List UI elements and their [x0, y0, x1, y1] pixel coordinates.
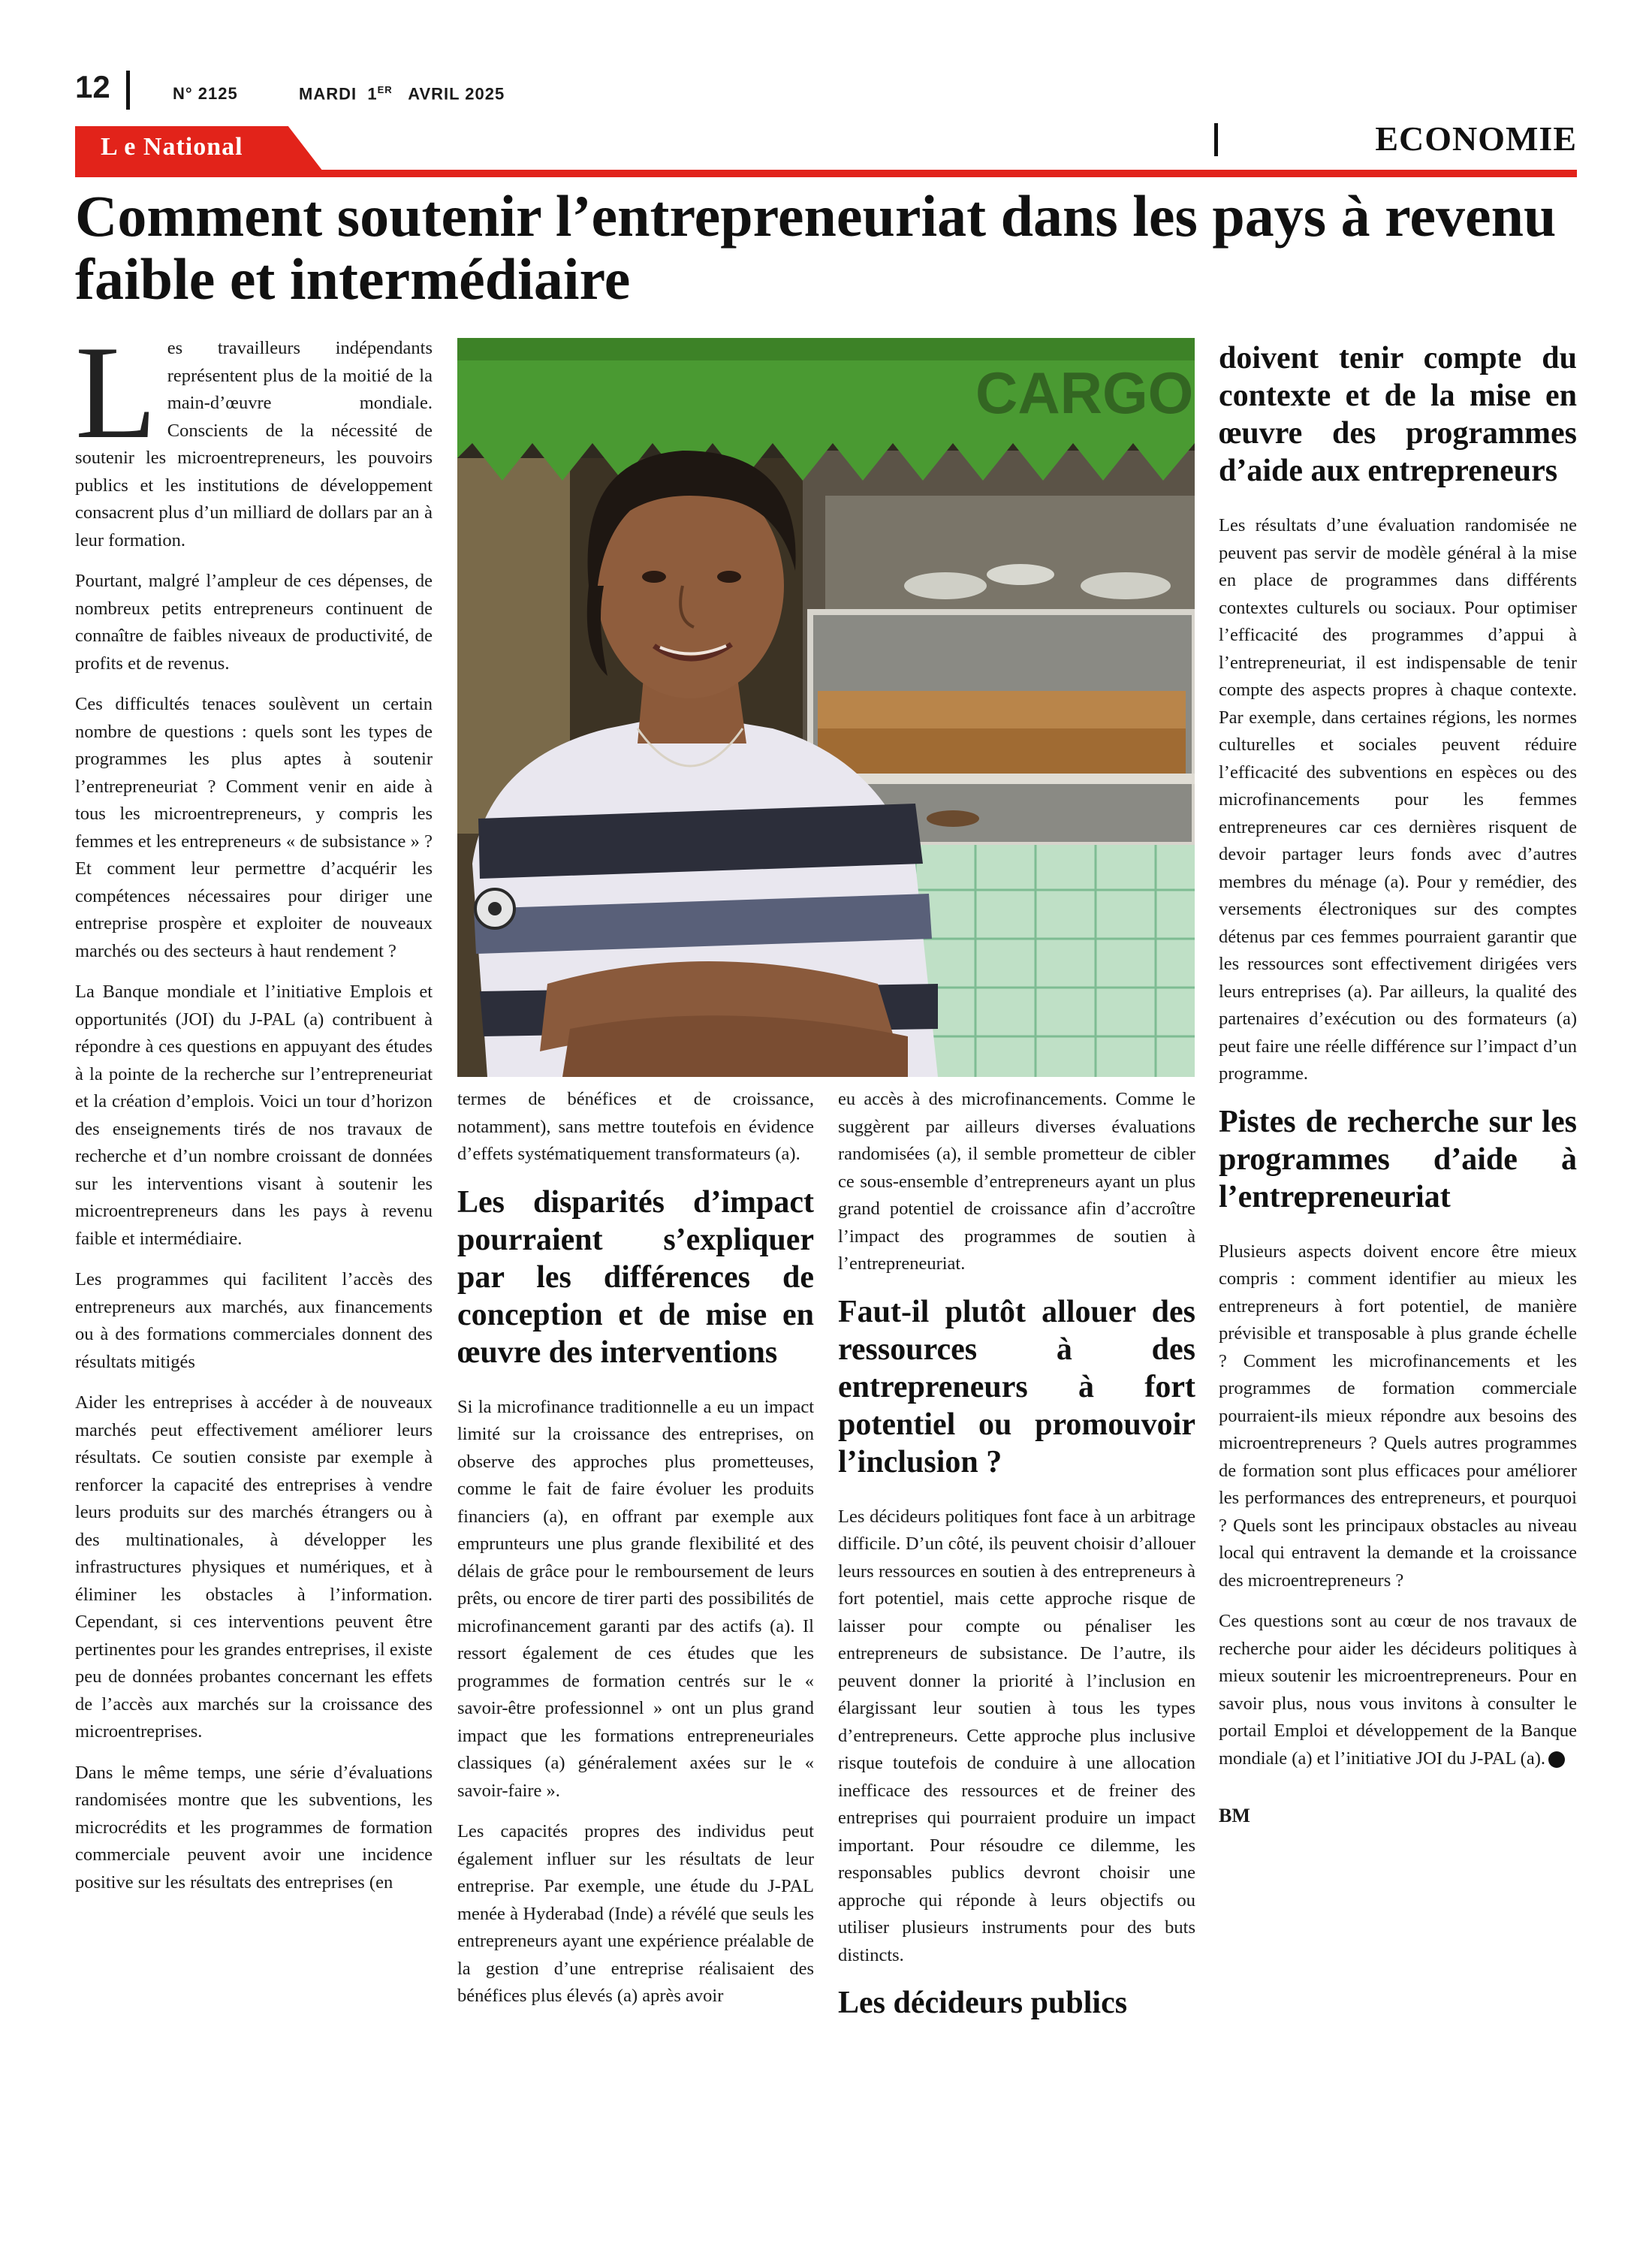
page-number-divider	[126, 71, 130, 110]
paragraph: Plusieurs aspects doivent encore être mieux compris : comment identifier au mieux les entrepreneurs à fort potentiel, de manière prévisible et transposable à plus grande échelle ? Comment les microfinancements et les programmes de formation commerciale pourraient-ils mieux répondre aux besoins des microentrepreneurs ? Quels autres programmes de formation sont plus efficaces pour améliorer les performances des entrepreneurs, et pourquoi ? Quels sont les principaux obstacles au niveau local qui entravent la demande et la croissance des microentrepreneurs ?	[1219, 1241, 1577, 1591]
paragraph: Pourtant, malgré l’ampleur de ces dépenses, de nombreux petits entrepreneurs continuent de connaître de faibles niveaux de productivité, de profits et de revenus.	[75, 571, 433, 674]
date-num: 1	[367, 84, 378, 104]
column-2	[457, 1086, 814, 2024]
intro-paragraph	[75, 318, 433, 554]
column-4	[1219, 339, 1577, 1830]
section-title: ECONOMIE	[1375, 119, 1577, 158]
drop-cap: L	[75, 318, 157, 466]
page-number: 12	[75, 69, 110, 104]
issue-date	[299, 84, 505, 104]
section-heading: doivent tenir compte du contexte et de la mise en œuvre des programmes d’aide aux entrepreneurs	[1219, 341, 1577, 488]
paragraph: termes de bénéfices et de croissance, notamment), sans mettre toutefois en évidence d’effets systématiquement transformateurs (a).	[457, 1089, 814, 1164]
header-rule	[75, 170, 1577, 177]
end-mark-icon	[1548, 1751, 1565, 1768]
section-heading: Les disparités d’impact pourraient s’expliquer par les différences de conception et de mise en œuvre des interventions	[457, 1184, 814, 1370]
paragraph: Ces difficultés tenaces soulèvent un certain nombre de questions : quels sont les types de programmes les plus aptes à soutenir l’entrepreneuriat ? Comment venir en aide à tous les microentrepreneurs, y compris les femmes et les entrepreneurs « de subsistance » ? Et comment leur permettre d’acquérir les compétences nécessaires pour diriger une entreprise prospère et exploiter de nouveaux marchés ou des secteurs à haut rendement ?	[75, 694, 433, 961]
paragraph: Les décideurs politiques font face à un arbitrage difficile. D’un côté, ils peuvent choisir d’allouer leurs ressources en soutien à des entrepreneurs à fort potentiel, mais cette approche risque de laisser pour compte ou pénaliser les entrepreneurs de subsistance. De l’autre, ils peuvent donner la priorité à l’inclusion en élargissant leur soutien à tous les types d’entrepreneurs. Cette approche plus inclusive risque toutefois de conduire à une allocation inefficace des ressources et de freiner des entreprises qui pourraient produire un impact important. Pour résoudre ce dilemme, les responsables publics devront choisir une approche qui réponde à leurs objectifs ou utiliser plusieurs instruments pour des buts distincts.	[838, 1506, 1195, 1965]
date-month-year: AVRIL 2025	[408, 84, 505, 104]
section-heading: Faut-il plutôt allouer des ressources à des entrepreneurs à fort potentiel ou promouvoir l’inclusion ?	[838, 1294, 1195, 1479]
subheading-paragraph: Les programmes qui facilitent l’accès des entrepreneurs aux marchés, aux financements ou à des formations commerciales donnent des résultats mitigés	[75, 1269, 433, 1372]
intro-text: es travailleurs indépendants représentent plus de la moitié de la main-d’œuvre mondiale. Conscients de la nécessité de soutenir les microentrepreneurs, les pouvoirs publics et les institutions de développement consacrent plus d’un milliard de dollars par an à leur formation.	[75, 338, 433, 550]
date-day: MARDI	[299, 84, 357, 104]
article-photo	[457, 338, 1195, 1077]
newspaper-name: L e National	[101, 133, 243, 161]
paragraph: Dans le même temps, une série d’évaluations randomisées montre que les subventions, les microcrédits et les programmes de formation commerciale peuvent avoir une incidence positive sur les résultats des entreprises (en	[75, 1762, 433, 1893]
column-1	[75, 318, 433, 1910]
paragraph: Si la microfinance traditionnelle a eu un impact limité sur la croissance des entreprises, on observe des approches plus prometteuses, comme le fait de faire évoluer les produits financiers (a), en offrant par exemple aux emprunteurs une plus grande flexibilité et des délais de grâce pour le remboursement de leurs prêts, ou encore de tirer parti des possibilités de microfinancement garanti par des actifs (a). Il ressort également de ces études que les programmes de formation centrés sur le « savoir-être professionnel » ont un plus grand impact que les formations entrepreneuriales classiques (a) généralement axées sur le « savoir-faire ».	[457, 1396, 814, 1801]
column-3	[838, 1086, 1195, 2044]
section-heading: Les décideurs publics	[838, 1986, 1128, 2020]
closing-text: Ces questions sont au cœur de nos travaux de recherche pour aider les décideurs politiques à mieux soutenir les microentrepreneurs. Pour en savoir plus, nous vous invitons à consulter le portail Emploi et développement de la Banque mondiale (a) et l’initiative JOI du J-PAL (a).	[1219, 1611, 1577, 1769]
awning-sign-text: CARGO	[975, 360, 1194, 426]
section-heading: Pistes de recherche sur les programmes d’aide à l’entrepreneuriat	[1219, 1104, 1577, 1214]
paragraph: Les capacités propres des individus peut également influer sur les résultats de leur entreprise. Par exemple, une étude du J-PAL menée à Hyderabad (Inde) a révélé que seuls les entrepreneurs ayant une expérience préalable de la gestion d’une entreprise réalisaient des bénéfices plus élevés (a) après avoir	[457, 1821, 814, 2006]
date-sup: ER	[377, 84, 393, 95]
paragraph: eu accès à des microfinancements. Comme le suggèrent par ailleurs diverses évaluations randomisées (a), il semble prometteur de cibler ce sous-ensemble d’entrepreneurs ayant un plus grand potentiel de croissance afin d’accroître l’impact des programmes de soutien à l’entrepreneuriat.	[838, 1089, 1195, 1274]
paragraph: Aider les entreprises à accéder à de nouveaux marchés peut effectivement améliorer leurs résultats. Ce soutien consiste par exemple à renforcer la capacité des entreprises à vendre leurs produits sur des marchés étrangers ou à des multinationales, à développer les infrastructures physiques et numériques, et à éliminer les obstacles à l’information. Cependant, si ces interventions peuvent être pertinentes pour les grandes entreprises, il existe peu de données probantes concernant les effets de l’accès aux marchés sur la croissance des microentreprises.	[75, 1392, 433, 1742]
issue-number: N° 2125	[173, 84, 238, 103]
article-headline: Comment soutenir l’entrepreneuriat dans les pays à revenu faible et intermédiaire	[75, 183, 1557, 312]
paragraph: Les résultats d’une évaluation randomisée ne peuvent pas servir de modèle général à la mise en place de programmes dans différents contextes culturels ou sociaux. Pour optimiser l’efficacité des programmes d’appui à l’entrepreneuriat, il est indispensable de tenir compte des aspects propres à chaque contexte. Par exemple, dans certaines régions, les normes culturelles et sociales peuvent réduire l’efficacité des subventions en espèces ou des microfinancements pour les femmes entrepreneures car ces dernières risquent de devoir partager leurs fonds avec d’autres membres du ménage (a). Pour y remédier, des versements électroniques sur des comptes détenus par ces femmes pourraient garantir que les ressources sont effectivement dirigées vers leurs entreprises (a). Par ailleurs, la qualité des partenaires d’exécution ou des formateurs (a) peut faire une réelle différence sur l’impact d’un programme.	[1219, 515, 1577, 1084]
section-divider	[1214, 123, 1218, 156]
author-signature: BM	[1219, 1805, 1250, 1826]
paragraph: La Banque mondiale et l’initiative Emplois et opportunités (JOI) du J-PAL (a) contribuent à répondre à ces questions en appuyant des études à la pointe de la recherche sur l’entrepreneuriat et la création d’emplois. Voici un tour d’horizon des enseignements tirés de nos travaux de recherche et d’un nombre croissant de données sur les interventions visant à soutenir les microentrepreneurs dans les pays à revenu faible et intermédiaire.	[75, 982, 433, 1249]
closing-paragraph	[1219, 1608, 1577, 1772]
